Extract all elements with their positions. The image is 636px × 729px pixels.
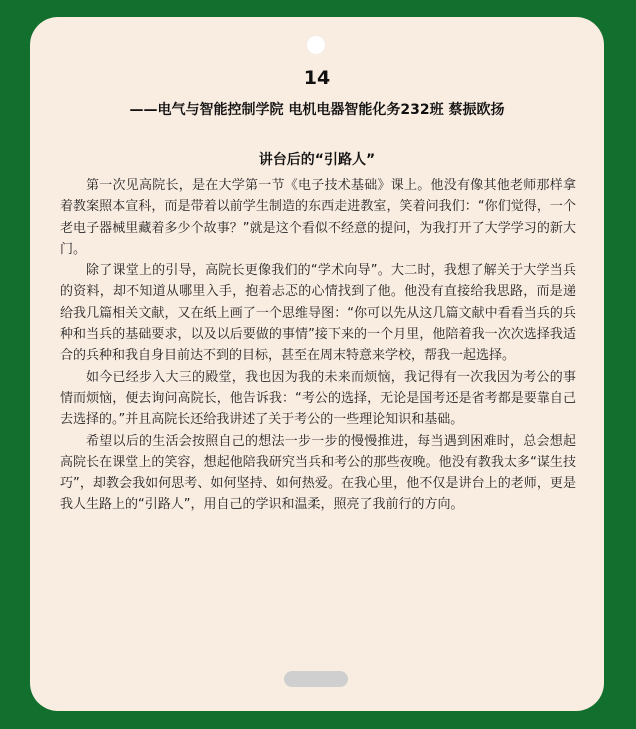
paragraph-4: 希望以后的生活会按照自己的想法一步一步的慢慢推进，每当遇到困难时，总会想起高院长在课堂上的笑容，想起他陪我研究当兵和考公的那些夜晚。他没有教我太多“谋生技巧”，却教会我如何思考、如何坚持、如何热爱。在我心里，他不仅是讲台上的老师，更是我人生路上的“引路人”，用自己的学识和温柔，照亮了我前行的方向。 (60, 433, 576, 513)
page-number: 14 (303, 67, 331, 89)
paragraph-3: 如今已经步入大三的殿堂，我也因为我的未来而烦恼，我记得有一次我因为考公的事情而烦恼，便去询问高院长，他告诉我：“考公的选择，无论是国考还是省考都是要靠自己去选择的。”并且高院长还给我讲述了关于考公的一些理论知识和基础。 (60, 369, 576, 428)
author-byline: ——电气与智能控制学院 电机电器智能化务232班 蔡振欧扬 (129, 102, 505, 118)
article-title: 讲台后的“引路人” (258, 152, 376, 168)
paragraph-2: 除了课堂上的引导，高院长更像我们的“学术向导”。大二时，我想了解关于大学当兵的资料，却不知道从哪里入手，抱着忐忑的心情找到了他。他没有直接给我思路，而是递给我几篇相关文献，又在纸上画了一个思维导图：“你可以先从这几篇文献中看看当兵的兵种和当兵的基础要求，以及以后要做的事情”接下来的一个月里，他陪着我一次次选择我适合的兵种和我自身目前达不到的目标，甚至在周末特意来学校，帮我一起选择。 (60, 263, 576, 364)
punch-hole (307, 36, 325, 54)
article-body (60, 175, 576, 516)
scroll-indicator[interactable] (284, 671, 348, 687)
article-card (30, 17, 604, 711)
paragraph-1: 第一次见高院长，是在大学第一节《电子技术基础》课上。他没有像其他老师那样拿着教案照本宣科，而是带着以前学生制造的东西走进教室，笑着问我们：“你们觉得，一个老电子器械里藏着多少个故事？”就是这个看似不经意的提问，为我打开了大学学习的新大门。 (60, 178, 576, 257)
